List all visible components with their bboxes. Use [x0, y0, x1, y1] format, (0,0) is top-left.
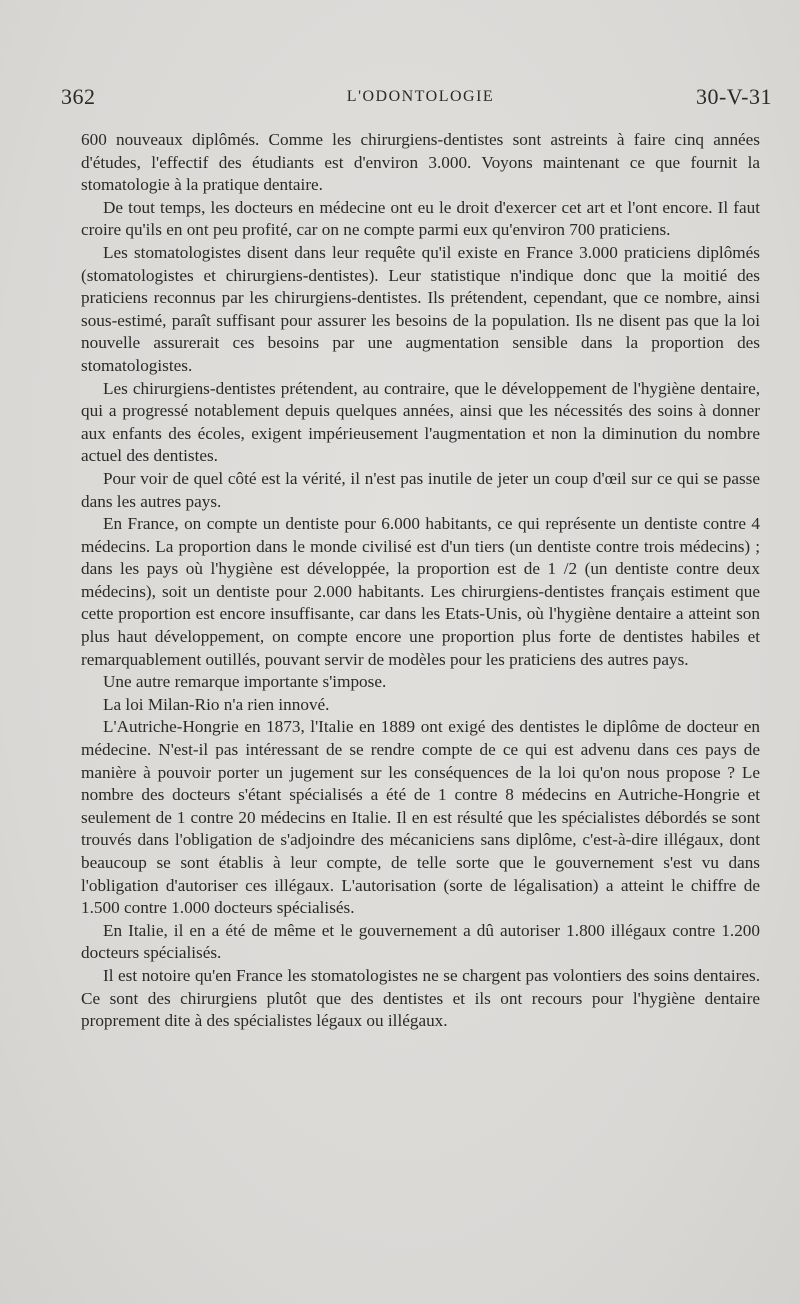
paragraph: L'Autriche-Hongrie en 1873, l'Italie en 1889 ont exigé des dentistes le diplôme de docteur en médecine. N'est-il pas intéressant de se rendre compte de ce qui est advenu dans ces pays de manière à pouvoir porter un jugement sur les conséquences de la loi qu'on nous propose ? Le nombre des docteurs s'étant spécialisés a été de 1 contre 8 médecins en Autriche-Hongrie et seulement de 1 contre 20 médecins en Italie. Il en est résulté que les spécialistes débordés se sont trouvés dans l'obligation de s'adjoindre des mécaniciens sans diplôme, c'est-à-dire illégaux, dont beaucoup se sont établis à leur compte, de telle sorte que le gouvernement s'est vu dans l'obligation d'autoriser ces illégaux. L'autorisation (sorte de légalisation) a atteint le chiffre de 1.500 contre 1.000 docteurs spécialisés. [81, 717, 760, 918]
page-number: 362 [61, 84, 96, 109]
paragraph: En Italie, il en a été de même et le gouvernement a dû autoriser 1.800 illégaux contre 1.200 docteurs spécialisés. [81, 920, 760, 963]
paragraph: De tout temps, les docteurs en médecine ont eu le droit d'exercer cet art et l'ont encore. Il faut croire qu'ils en ont peu profité, car on ne compte parmi eux qu'environ 700 praticiens. [81, 197, 760, 240]
running-header [61, 84, 772, 116]
paragraph-continuation: 600 nouveaux diplômés. Comme les chirurgiens-dentistes sont astreints à faire cinq années d'études, l'effectif des étudiants est d'environ 3.000. Voyons maintenant ce que fournit la stomatologie à la pratique dentaire. [81, 130, 760, 195]
issue-date: 30-V-31 [695, 84, 772, 109]
journal-title: L'ODONTOLOGIE [346, 88, 495, 105]
paragraph: La loi Milan-Rio n'a rien innové. [103, 694, 330, 714]
paragraph: Une autre remarque importante s'impose. [103, 672, 387, 692]
paragraph: Il est notoire qu'en France les stomatologistes ne se chargent pas volontiers des soins dentaires. Ce sont des chirurgiens plutôt que des dentistes et ils ont recours pour l'hygiène dentaire proprement dite à des spécialistes légaux ou illégaux. [81, 965, 760, 1031]
paragraph: En France, on compte un dentiste pour 6.000 habitants, ce qui représente un dentiste contre 4 médecins. La proportion dans le monde civilisé est d'un tiers (un dentiste contre trois médecins) ; dans les pays où l'hygiène est développée, la proportion est de 1 /2 (un dentiste contre deux médecins), soit un dentiste pour 2.000 habitants. Les chirurgiens-dentistes français estiment que cette proportion est encore insuffisante, car dans les Etats-Unis, où l'hygiène dentaire a atteint son plus haut développement, on compte encore une proportion plus forte de dentistes habiles et remarquablement outillés, pouvant servir de modèles pour les praticiens des autres pays. [81, 514, 760, 669]
paragraph: Pour voir de quel côté est la vérité, il n'est pas inutile de jeter un coup d'œil sur ce qui se passe dans les autres pays. [81, 468, 760, 511]
paragraph: Les chirurgiens-dentistes prétendent, au contraire, que le développement de l'hygiène dentaire, qui a progressé notablement depuis quelques années, ainsi que les nécessités des soins à donner aux enfants des écoles, exigent impérieusement l'augmentation et non la diminution du nombre actuel des dentistes. [81, 378, 760, 466]
paragraph: Les stomatologistes disent dans leur requête qu'il existe en France 3.000 praticiens diplômés (stomatologistes et chirurgiens-dentistes). Leur statistique n'indique donc que la moitié des praticiens reconnus par les chirurgiens-dentistes. Ils prétendent, cependant, que ce nombre, ainsi sous-estimé, paraît suffisant pour assurer les besoins de la population. Ils ne disent pas que la loi nouvelle assurerait ces besoins par une augmentation sensible dans la proportion des stomatologistes. [81, 242, 760, 375]
article-body [81, 129, 760, 1033]
